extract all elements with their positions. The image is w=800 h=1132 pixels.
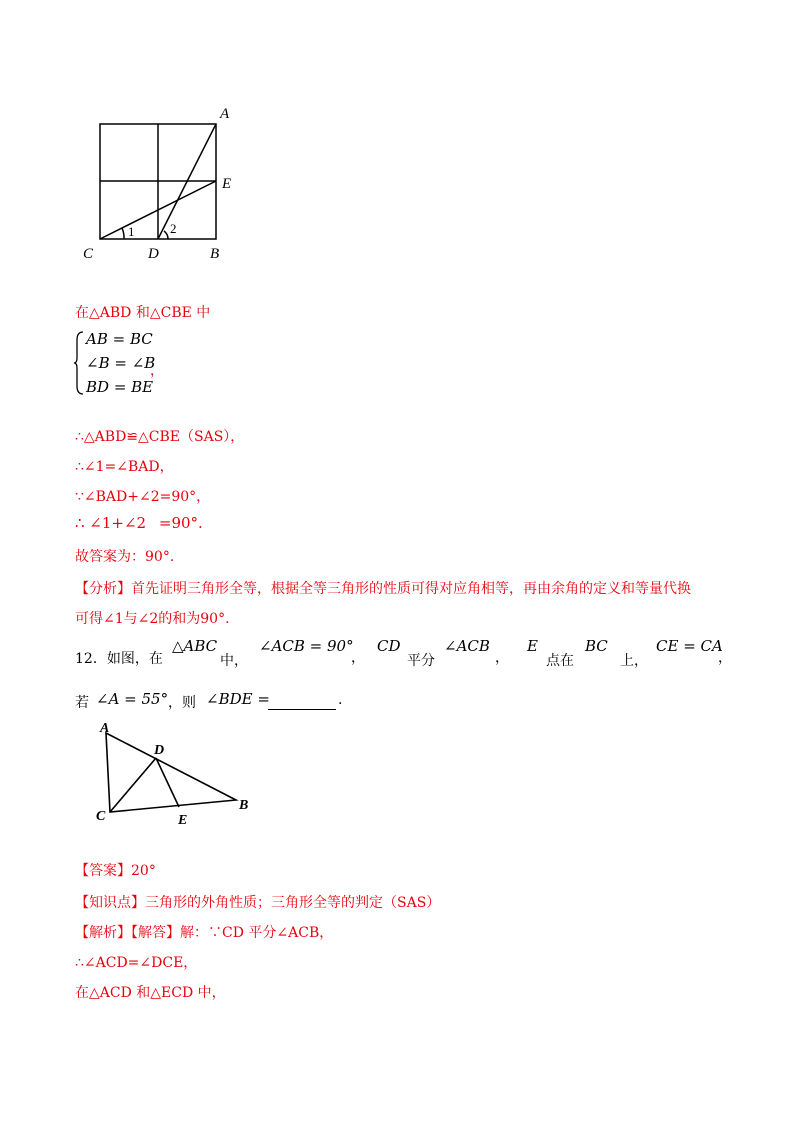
q12-period: .	[338, 692, 343, 708]
analysis-line-1: 【分析】首先证明三角形全等，根据全等三角形的性质可得对应角相等，再由余角的定义和等量代换	[75, 581, 691, 597]
q12-cd: CD	[377, 637, 401, 655]
answer-12: 【答案】20°	[75, 863, 156, 879]
label-A: A	[220, 106, 230, 122]
q12-dianzai: 点在	[546, 653, 574, 669]
q12-angle-a-55: ∠A = 55°	[96, 690, 169, 708]
label-C: C	[83, 246, 94, 262]
q12-comma-2: ，	[495, 650, 509, 666]
q12-comma-3: ，	[718, 650, 732, 666]
proof-line-sum: ∵∠BAD+∠2=90°，	[75, 489, 211, 505]
result-expr: ∴ ∠1+∠2	[75, 514, 147, 532]
q12-bde: ∠BDE =	[206, 690, 270, 708]
label-B: B	[210, 246, 220, 262]
q12-bc: BC	[585, 637, 608, 655]
q12-pingfen: 平分	[407, 653, 435, 669]
label-A: A	[100, 721, 110, 736]
q12-triangle: △ABC	[172, 637, 218, 655]
proof-answer: 故答案为：90°.	[75, 549, 175, 565]
proof-line-congruent: ∴△ABD≌△CBE（SAS），	[75, 429, 245, 445]
solution-line-2: ∴∠ACD=∠DCE，	[75, 955, 198, 971]
label-E: E	[178, 813, 188, 828]
label-angle-2: 2	[170, 221, 177, 236]
analysis-line-2: 可得∠1与∠2的和为90°.	[75, 611, 230, 627]
q12-zhong: 中，	[220, 653, 248, 669]
system-comma: ，	[150, 363, 164, 379]
answer-blank	[268, 695, 336, 710]
figure-triangle-abc	[90, 718, 260, 828]
proof-intro: 在△ABD 和△CBE 中	[75, 305, 211, 321]
q12-number: 12．如图，在	[75, 651, 163, 667]
q12-ze: ，则	[168, 695, 196, 711]
q12-ruo: 若	[75, 695, 89, 711]
q12-acb: ∠ACB	[444, 637, 490, 655]
system-line-1: AB = BC	[86, 330, 153, 348]
proof-line-result-expr	[75, 514, 203, 532]
q12-e: E	[527, 637, 538, 655]
figure-square-grid	[80, 100, 250, 270]
q12-shang: 上，	[620, 653, 648, 669]
result-value: =90°.	[158, 514, 203, 532]
label-E: E	[222, 176, 232, 192]
system-line-3: BD = BE	[86, 378, 154, 396]
q12-comma-1: ，	[351, 650, 365, 666]
label-B: B	[239, 798, 249, 813]
brace-icon	[73, 330, 85, 396]
knowledge-point: 【知识点】三角形的外角性质；三角形全等的判定（SAS）	[75, 895, 441, 911]
label-C: C	[96, 809, 106, 824]
solution-line-1: 【解析】【解答】解：∵CD 平分∠ACB，	[75, 925, 334, 941]
solution-line-3: 在△ACD 和△ECD 中，	[75, 985, 226, 1001]
proof-line-angle1: ∴∠1=∠BAD，	[75, 459, 174, 475]
q12-angle-acb-90: ∠ACB = 90°	[259, 637, 354, 655]
q12-ce-ca: CE = CA	[656, 637, 723, 655]
label-D: D	[154, 743, 165, 758]
label-D: D	[148, 246, 159, 262]
label-angle-1: 1	[128, 224, 135, 239]
system-line-2: ∠B = ∠B	[86, 354, 156, 372]
